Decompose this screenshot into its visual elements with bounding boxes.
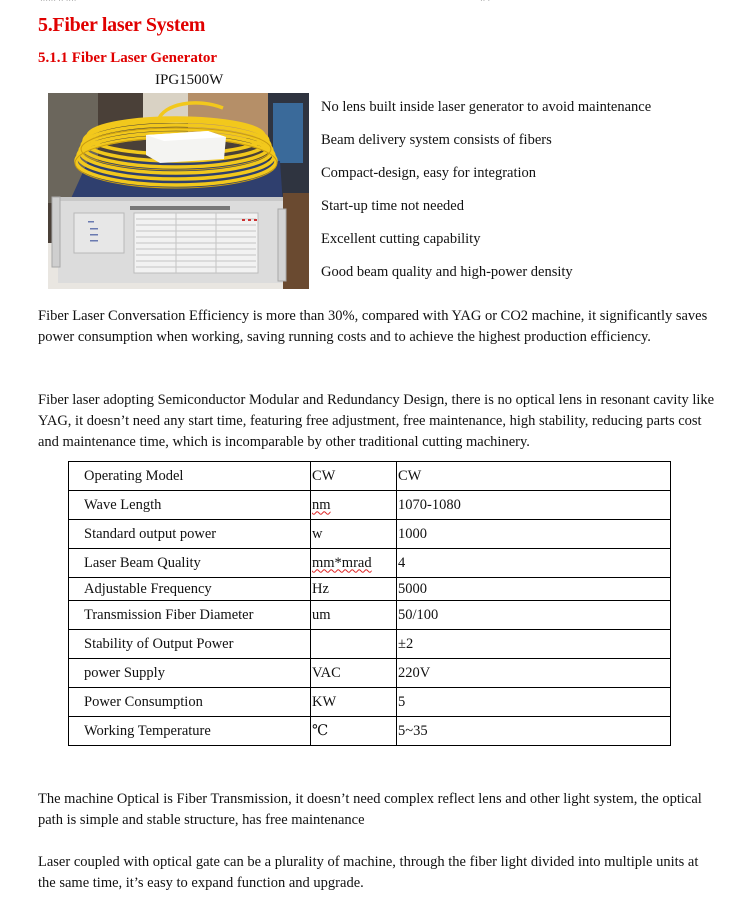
param-value: 1070-1080 [397,491,671,520]
cropped-header-fragment: ·· · [480,0,491,5]
param-name: Power Consumption [69,688,311,717]
param-unit [311,630,397,659]
feature-item: Beam delivery system consists of fibers [321,132,552,148]
param-value: 220V [397,659,671,688]
param-unit: mm*mrad [312,554,372,571]
param-name: Laser Beam Quality [69,549,311,578]
param-value: 5~35 [397,717,671,746]
model-caption: IPG1500W [155,72,224,88]
cropped-header-fragment: ······ ·· ···· [40,0,77,5]
table-row [69,578,671,601]
feature-item: No lens built inside laser generator to avoid maintenance [321,99,652,115]
param-unit: VAC [311,659,397,688]
param-unit-cell [311,549,397,578]
table-row [69,688,671,717]
param-name: Stability of Output Power [69,630,311,659]
param-value: ±2 [397,630,671,659]
table-row [69,462,671,491]
param-unit: CW [311,462,397,491]
feature-item: Excellent cutting capability [321,231,481,247]
table-row [69,659,671,688]
table-row [69,491,671,520]
table-row [69,520,671,549]
param-name: Transmission Fiber Diameter [69,601,311,630]
param-value: 4 [397,549,671,578]
feature-list [321,98,651,296]
param-name: Operating Model [69,462,311,491]
feature-item: Start-up time not needed [321,198,464,214]
spec-table [68,461,671,746]
coupling-paragraph: Laser coupled with optical gate can be a plurality of machine, through the fiber light divided into multiple units at the same time, it’s easy to expand function and upgrade. [38,854,699,891]
param-name: power Supply [69,659,311,688]
laser-generator-photo [48,93,309,289]
table-row [69,549,671,578]
param-name: Working Temperature [69,717,311,746]
param-value: 50/100 [397,601,671,630]
param-unit: nm [312,496,331,513]
subsection-heading: 5.1.1 Fiber Laser Generator [38,50,217,66]
param-name: Adjustable Frequency [69,578,311,601]
param-unit: w [311,520,397,549]
param-unit: ℃ [311,717,397,746]
feature-item: Compact-design, easy for integration [321,165,537,181]
param-name: Wave Length [69,491,311,520]
section-heading: 5.Fiber laser System [38,14,206,36]
param-value: 1000 [397,520,671,549]
param-name: Standard output power [69,520,311,549]
design-paragraph: Fiber laser adopting Semiconductor Modular and Redundancy Design, there is no optical lens in resonant cavity like YAG, it doesn’t need any start time, featuring free adjustment, free maintenance, high stability, reducing parts cost and maintenance time, which is incomparable by other traditional cutting machinery. [38,392,715,450]
param-unit: Hz [311,578,397,601]
efficiency-paragraph: Fiber Laser Conversation Efficiency is more than 30%, compared with YAG or CO2 machine, it significantly saves power consumption when working, saving running costs and to achieve the highest production efficiency. [38,308,708,345]
optical-paragraph: The machine Optical is Fiber Transmission, it doesn’t need complex reflect lens and other light system, the optical path is simple and stable structure, has free maintenance [38,791,702,828]
param-value: 5 [397,688,671,717]
table-row [69,717,671,746]
param-unit: um [311,601,397,630]
feature-item: Good beam quality and high-power density [321,264,573,280]
param-unit: KW [311,688,397,717]
table-row [69,601,671,630]
table-row [69,630,671,659]
param-value: CW [397,462,671,491]
param-unit-cell [311,491,397,520]
param-value: 5000 [397,578,671,601]
